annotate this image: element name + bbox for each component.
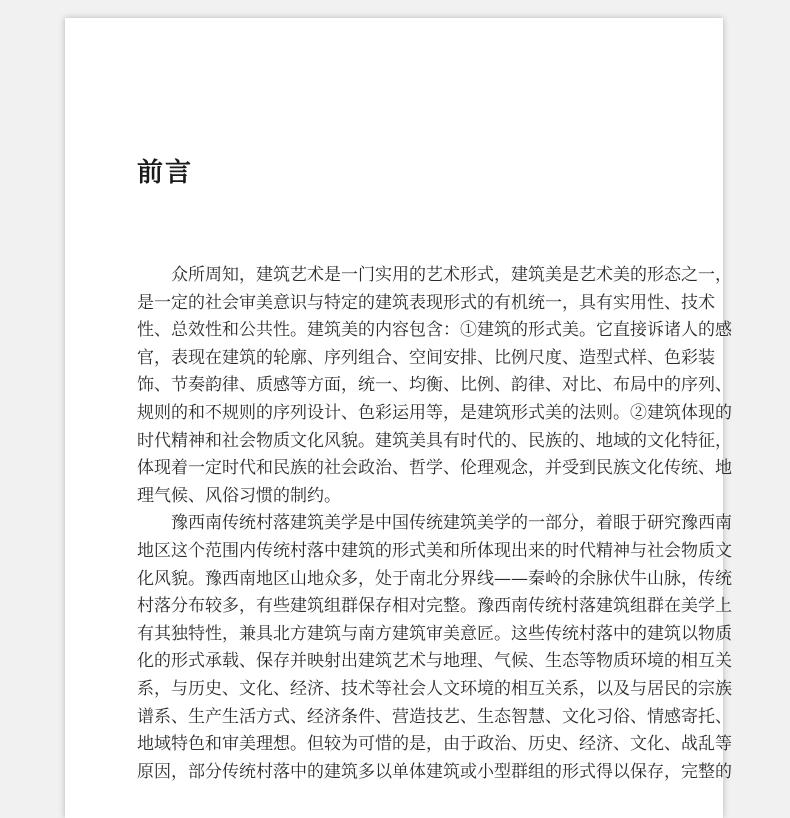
text-line: 时代精神和社会物质文化风貌。建筑美具有时代的、民族的、地域的文化特征， (137, 430, 732, 451)
text-line: 众所周知，建筑艺术是一门实用的艺术形式，建筑美是艺术美的形态之一， (171, 265, 732, 285)
text-line: 性、总效性和公共性。建筑美的内容包含：①建筑的形式美。它直接诉诸人的感 (137, 320, 732, 341)
text-line: 有其独特性，兼具北方建筑与南方建筑审美意匠。这些传统村落中的建筑以物质 (137, 623, 732, 644)
page-title: 前言 (137, 158, 194, 188)
text-line: 饰、节奏韵律、质感等方面，统一、均衡、比例、韵律、对比、布局中的序列、 (137, 375, 732, 396)
text-line: 谱系、生产生活方式、经济条件、营造技艺、生态智慧、文化习俗、情感寄托、 (137, 706, 732, 727)
text-line: 化的形式承载、保存并映射出建筑艺术与地理、气候、生态等物质环境的相互关 (137, 651, 732, 672)
text-line: 系，与历史、文化、经济、技术等社会人文环境的相互关系，以及与居民的宗族 (137, 678, 732, 699)
text-line: 村落分布较多，有些建筑组群保存相对完整。豫西南传统村落建筑组群在美学上 (137, 596, 732, 617)
text-line: 体现着一定时代和民族的社会政治、哲学、伦理观念，并受到民族文化传统、地 (137, 458, 732, 479)
text-line: 化风貌。豫西南地区山地众多，处于南北分界线——秦岭的余脉伏牛山脉，传统 (137, 568, 732, 589)
text-line: 官，表现在建筑的轮廓、序列组合、空间安排、比例尺度、造型式样、色彩装 (137, 347, 715, 368)
text-line: 豫西南传统村落建筑美学是中国传统建筑美学的一部分，着眼于研究豫西南 (171, 513, 732, 534)
text-line: 地区这个范围内传统村落中建筑的形式美和所体现出来的时代精神与社会物质文 (137, 540, 732, 561)
body-text (137, 262, 732, 786)
text-line: 理气候、风俗习惯的制约。 (137, 485, 341, 506)
text-line: 原因，部分传统村落中的建筑多以单体建筑或小型群组的形式得以保存，完整的 (137, 761, 732, 782)
text-line: 规则的和不规则的序列设计、色彩运用等，是建筑形式美的法则。②建筑体现的 (137, 402, 732, 423)
document-page (65, 18, 732, 818)
text-line: 地域特色和审美理想。但较为可惜的是，由于政治、历史、经济、文化、战乱等 (137, 734, 732, 755)
text-line: 是一定的社会审美意识与特定的建筑表现形式的有机统一，具有实用性、技术 (137, 292, 715, 313)
